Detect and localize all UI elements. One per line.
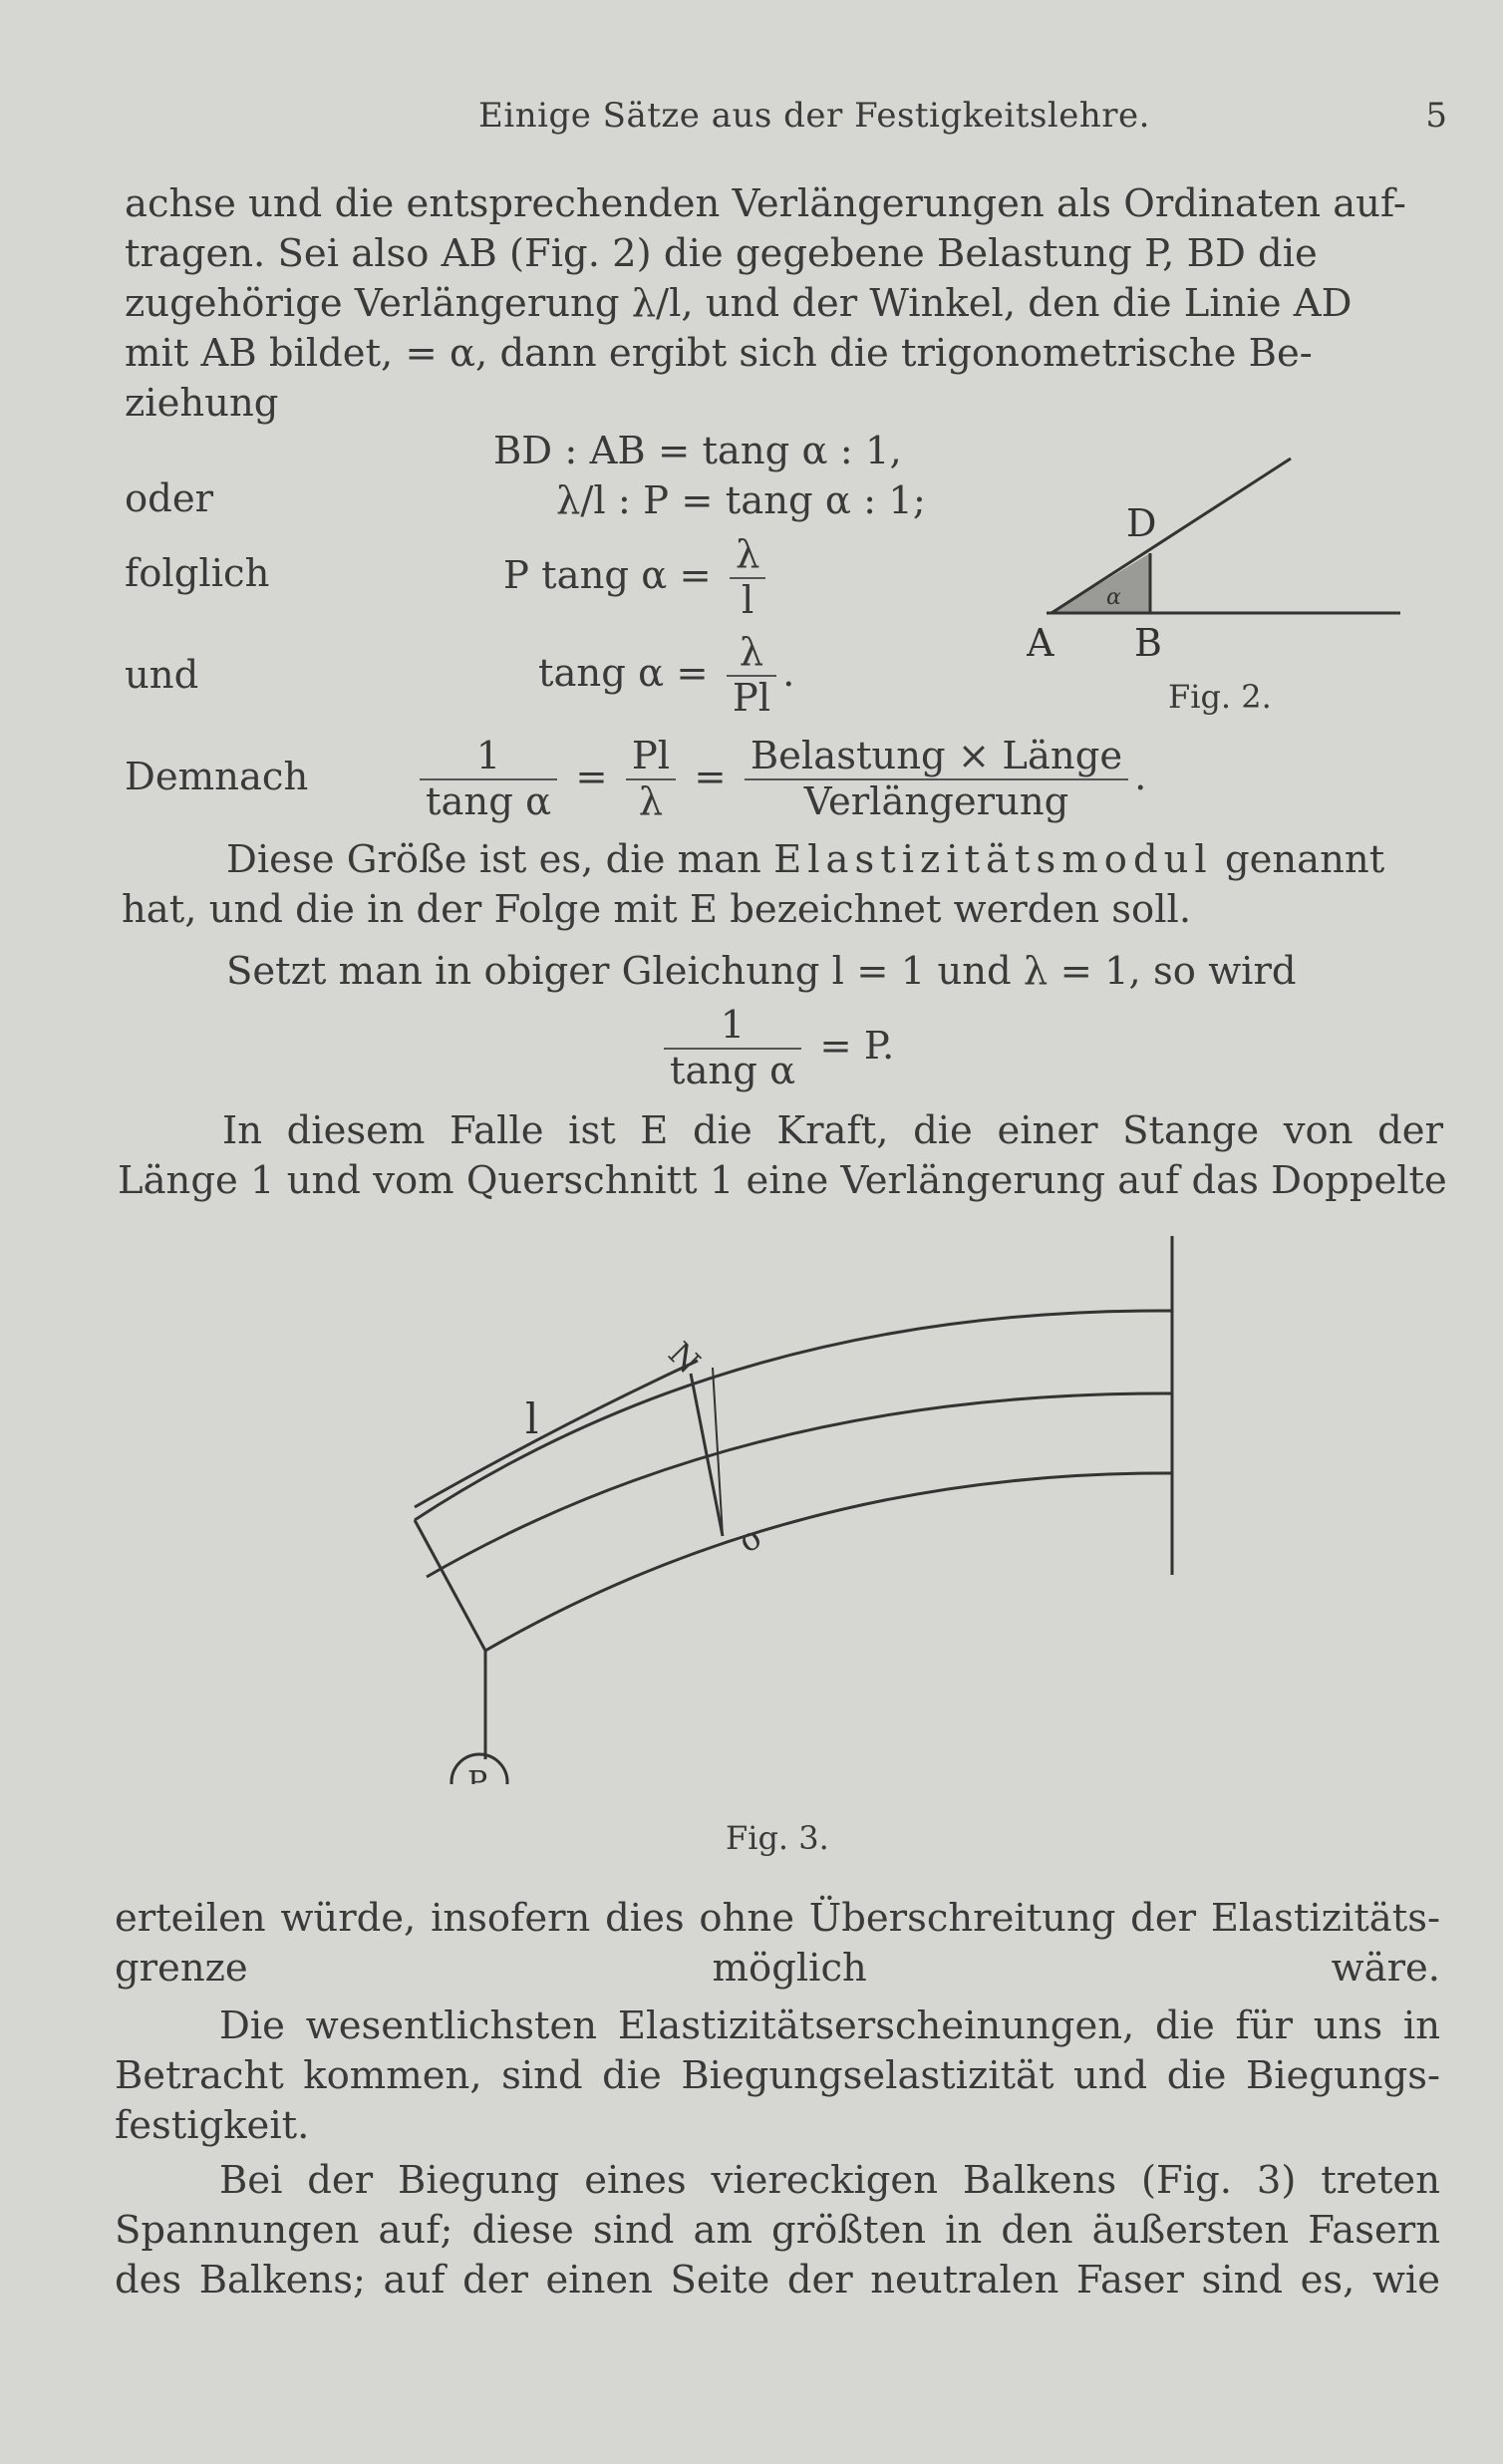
line-AD <box>1052 459 1291 613</box>
paragraph-2 <box>122 835 1447 935</box>
text-line: hat, und die in der Folge mit E bezeichnet werden soll. <box>122 887 1192 932</box>
label-alpha: α <box>1106 585 1121 610</box>
paragraph-1 <box>125 179 1445 429</box>
equation-1: BD : AB = tang α : 1, <box>493 429 902 473</box>
numerator: Belastung × Länge <box>745 735 1128 780</box>
text-line: Betracht kommen, sind die Biegungselastizität und die Biegungs- <box>115 2053 1440 2098</box>
text-line: ziehung <box>125 381 279 426</box>
text-line: tragen. Sei also AB (Fig. 2) die gegebene Belastung P, BD die <box>125 231 1318 276</box>
text-line: Die wesentlichsten Elastizitätserscheinungen, die für uns in <box>219 2003 1440 2048</box>
numerator: 1 <box>420 735 557 780</box>
text-line: mit AB bildet, = α, dann ergibt sich die trigonometrische Be- <box>125 331 1313 376</box>
fraction <box>745 735 1128 824</box>
fraction <box>664 1004 801 1093</box>
elongation-bracket <box>415 1361 698 1507</box>
paragraph-5 <box>115 1894 1440 1994</box>
equation-3-left: P tang α = <box>503 553 712 598</box>
equation-6 <box>658 1004 894 1093</box>
text-line: erteilen würde, insofern dies ohne Überschreitung der Elastizitäts- <box>115 1896 1440 1941</box>
text-line: Länge 1 und vom Querschnitt 1 eine Verlängerung auf das Doppelte <box>118 1158 1447 1203</box>
denominator: tang α <box>426 779 552 824</box>
numerator: Pl <box>626 735 676 780</box>
running-head <box>0 96 1503 140</box>
text-line: Setzt man in obiger Gleichung l = 1 und λ = 1, so wird <box>226 949 1297 994</box>
label-A: A <box>1027 621 1054 665</box>
text-segment: Diese Größe ist es, die man <box>226 837 774 882</box>
fraction <box>730 533 765 623</box>
text-line: des Balkens; auf der einen Seite der neutralen Faser sind es, wie <box>115 2258 1440 2303</box>
text-line: zugehörige Verlängerung λ/l, und der Winkel, den die Linie AD <box>125 281 1353 326</box>
equation-3 <box>503 533 771 623</box>
label-P: P <box>467 1765 488 1784</box>
paragraph-7 <box>115 2156 1440 2306</box>
text-segment: genannt <box>1212 837 1385 882</box>
label-B: B <box>1134 621 1162 665</box>
text-line: grenze möglich wäre. <box>115 1946 1440 1991</box>
figure-3-diagram <box>379 1226 1196 1784</box>
numerator: λ <box>730 533 765 579</box>
text-line: In diesem Falle ist E die Kraft, die einer Stange von der <box>222 1108 1443 1153</box>
figure-2-caption: Fig. 2. <box>1168 678 1272 716</box>
equation-4-left: tang α = <box>538 651 709 696</box>
fraction <box>420 735 557 824</box>
denominator: Verlängerung <box>803 779 1069 824</box>
emphasized-term: Elastizitätsmodul <box>773 837 1213 882</box>
equals-sign: = <box>694 755 727 799</box>
denominator: λ <box>638 779 664 824</box>
label-D: D <box>1126 501 1157 545</box>
label-N: N <box>661 1334 708 1382</box>
label-folglich: folglich <box>125 551 270 596</box>
fraction <box>626 735 676 824</box>
equation-4 <box>538 631 794 721</box>
equation-5 <box>414 735 1146 824</box>
label-oder: oder <box>125 476 214 521</box>
text-line: achse und die entsprechenden Verlängerungen als Ordinaten auf- <box>125 181 1406 226</box>
denominator: Pl <box>732 676 771 721</box>
numerator: 1 <box>664 1004 801 1050</box>
denominator: tang α <box>670 1049 796 1093</box>
equation-4-end: . <box>782 651 795 696</box>
running-head-title: Einige Sätze aus der Festigkeitslehre. <box>478 96 1150 136</box>
paragraph-3 <box>226 947 1343 997</box>
label-demnach: Demnach <box>125 755 309 799</box>
numerator: λ <box>727 631 776 677</box>
page-number: 5 <box>1425 96 1447 136</box>
label-und: und <box>125 653 199 698</box>
text-line: Bei der Biegung eines viereckigen Balkens (Fig. 3) treten <box>219 2158 1440 2203</box>
label-l: l <box>525 1394 539 1443</box>
paragraph-6 <box>115 2002 1440 2151</box>
figure-3 <box>379 1226 1196 1784</box>
denominator: l <box>742 578 754 623</box>
text-line: Spannungen auf; diese sind am größten in den äußersten Fasern <box>115 2208 1440 2253</box>
text-line <box>122 835 1447 885</box>
equation-5-end: . <box>1134 755 1147 799</box>
equation-6-right: = P. <box>819 1024 895 1069</box>
fraction <box>727 631 776 721</box>
beam-bottom-edge <box>485 1473 1172 1651</box>
paragraph-4 <box>118 1106 1447 1206</box>
figure-3-caption: Fig. 3. <box>726 1819 829 1857</box>
equation-2: λ/l : P = tang α : 1; <box>556 478 926 523</box>
text-line: festigkeit. <box>115 2103 310 2148</box>
label-o: o <box>732 1518 768 1561</box>
equals-sign: = <box>575 755 608 799</box>
beam-end-section <box>415 1520 485 1651</box>
